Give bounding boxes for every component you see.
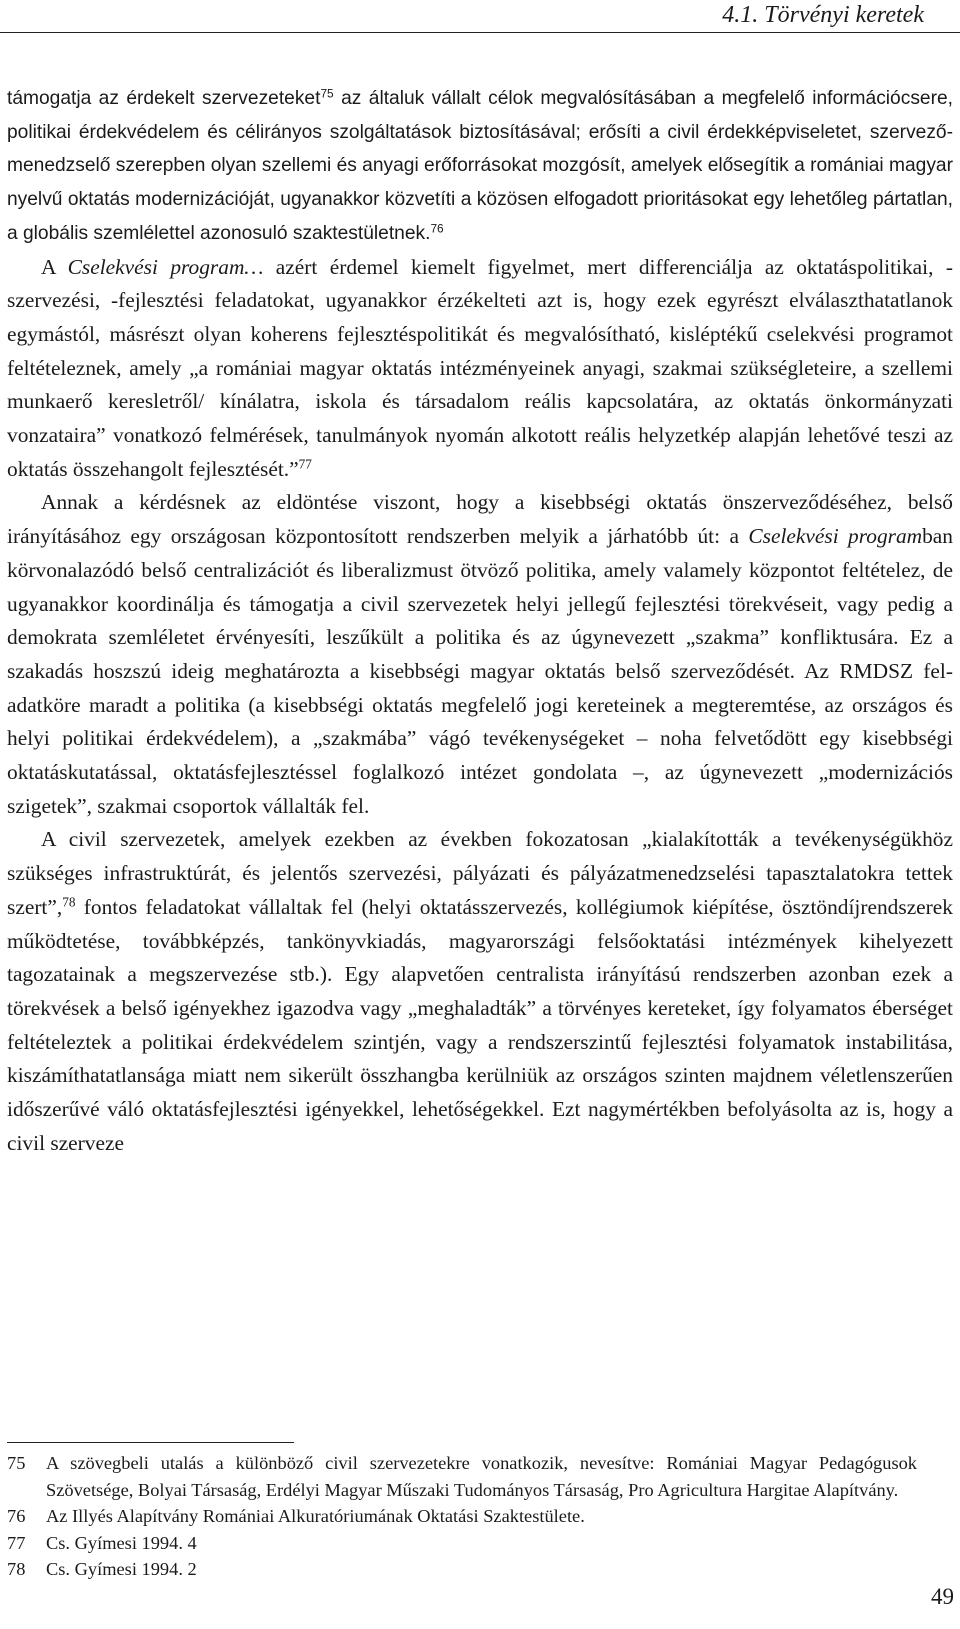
paragraph-3 — [7, 486, 953, 823]
main-text — [7, 82, 953, 1161]
running-header-title: 4.1. Törvényi keretek — [722, 2, 924, 28]
footnote-ref-77[interactable]: 77 — [298, 456, 312, 472]
footnote-77 — [7, 1530, 917, 1557]
footnote-ref-75[interactable]: 75 — [320, 86, 334, 101]
paragraph-1 — [7, 82, 953, 251]
footnote-ref-78[interactable]: 78 — [62, 894, 76, 910]
paragraph-2-text-b: azért érdemel kiemelt figyelmet, mert differenciálja az oktatáspolitikai, -szervezési, -fejlesztési feladatokat, ugyanakkor érzékelteti azt is, hogy ezek egyrészt elválaszthatatlanok egymástól, másrészt olyan koherens fejlesztéspolitikát és megvalósítható, kisléptékű cselekvési programot feltételeznek, amely „a romániai magyar oktatás intézményeinek anyagi, szakmai szükségleteire, a szellemi munkaerő keresletről/ kínálatra, iskola és társadalom reális kapcsolatára, az oktatás önkormányzati vonzataira” vonatkozó felmérések, tanulmányok nyomán alkotott reális helyzetkép alapján lehetővé teszi az oktatás összehangolt fejlesztését.” — [7, 254, 953, 481]
page-number: 49 — [931, 1584, 954, 1609]
footnote-76 — [7, 1503, 917, 1530]
footnote-text: A szövegbeli utalás a különböző civil szervezetekre vonatkozik, nevesítve: Romániai Magyar Pedagógusok Szövetsége, Bolyai Társaság, Erdélyi Magyar Műszaki Tudományos Társaság, Pro Agricultura Hargitae Alapítvány. — [46, 1453, 917, 1500]
paragraph-1-text-a: támogatja az érdekelt szervezeteket — [7, 88, 321, 109]
footnote-rule — [7, 1442, 294, 1443]
footnote-text: Cs. Gyímesi 1994. 4 — [46, 1532, 197, 1553]
footnote-number: 77 — [7, 1532, 26, 1553]
footnote-number: 76 — [7, 1506, 26, 1526]
header-rule — [0, 32, 960, 33]
paragraph-4-text-b: fontos feladatokat vállaltak fel (helyi oktatásszervezés, kollégiumok kiépítése, ösztöndíjrendszerek működtetése, továbbképzés, tankönyvkiadás, magyarországi felsőoktatási intézmények kihelyezett tagozatainak a megszervezése stb.). Egy alapvetően centralista irányítású rendszerben azonban ezek a törekvések a belső igényekhez igazodva vagy „meghaladták” a törvényes kereteket, így folyamatos éberséget feltételeztek a politikai érdekvédelem szintjén, vagy a rendszerszintű fejlesztési folyamatok instabilitása, kiszámíthatatlansága miatt nem sikerült összhangba kerülniük az országos szinten majdnem véletlenszerűen időszerűvé váló oktatásfejlesztési igényekkel, lehetőségekkel. Ezt nagymértékben befolyásolta az is, hogy a civil szerveze — [7, 894, 953, 1155]
footnote-ref-76[interactable]: 76 — [430, 221, 444, 236]
paragraph-3-text-b: ban körvonalazódó belső centralizációt és liberalizmust ötvöző politika, amely valamely központot feltételez, de ugyanakkor koordinálja és támogatja a civil szervezetek helyi jellegű fejlesztési törekvéseit, vagy pedig a demokrata szemléletet érvényesíti, leszűkült a politika és az úgynevezett „szakma” konfliktusára. Ez a szakadás hoszszú ideig meghatározta a kisebbségi magyar oktatás belső szerveződését. Az RMDSZ feladatköre maradt a politika (a kisebbségi oktatás megfelelő jogi kereteinek a megteremtése, az országos és helyi politikai érdekvédelem), a „szakmába” vágó tevékenységeket – noha felvetődött egy kisebbségi oktatáskutatással, oktatásfejlesztéssel foglalkozó intézet gondolata –, az úgynevezett „modernizációs szigetek”, szakmai csoportok vállalták fel. — [7, 524, 953, 818]
footnote-78 — [7, 1556, 917, 1583]
footnote-text: Cs. Gyímesi 1994. 2 — [46, 1559, 197, 1579]
footnote-text: Az Illyés Alapítvány Romániai Alkuratóriumának Oktatási Szaktestülete. — [46, 1506, 585, 1526]
paragraph-3-text-a: Annak a kérdésnek az eldöntése viszont, hogy a kisebbségi oktatás önszerveződéséhez, belső irányításához egy országosan központosított rendszerben melyik a járhatóbb út: a — [7, 490, 953, 549]
paragraph-4-text-a: A civil szervezetek, amelyek ezekben az években fokozatosan „kialakították a tevékenységükhöz szükséges infrastruktúrát, és jelentős szervezési, pályázati és pályázatmenedzselési tapasztalatokra tettek szert”, — [7, 827, 953, 919]
paragraph-3-italic-title: Cselekvési program — [748, 524, 923, 549]
paragraph-2-text-a: A — [41, 254, 68, 279]
paragraph-2-italic-title: Cselekvési program… — [67, 254, 264, 279]
footnote-75 — [7, 1450, 917, 1503]
footnotes — [7, 1450, 917, 1583]
paragraph-4 — [7, 823, 953, 1160]
footnote-number: 75 — [7, 1453, 26, 1473]
paragraph-1-text-b: az általuk vállalt célok megvalósításában a megfelelő információcsere, politikai érdekvédelem és célirányos szolgáltatások biztosításával; erősíti a civil érdekképviseletet, szervező-menedzselő szerepben olyan szellemi és anyagi erőforrásokat mozgósít, amelyek elősegítik a romániai magyar nyelvű oktatás modernizációját, ugyanakkor közvetíti a közösen elfogadott prioritásokat egy lehetőleg pártatlan, a globális szemlélettel azonosuló szaktestületnek. — [7, 88, 953, 244]
footnote-number: 78 — [7, 1559, 26, 1579]
paragraph-2 — [7, 251, 953, 487]
